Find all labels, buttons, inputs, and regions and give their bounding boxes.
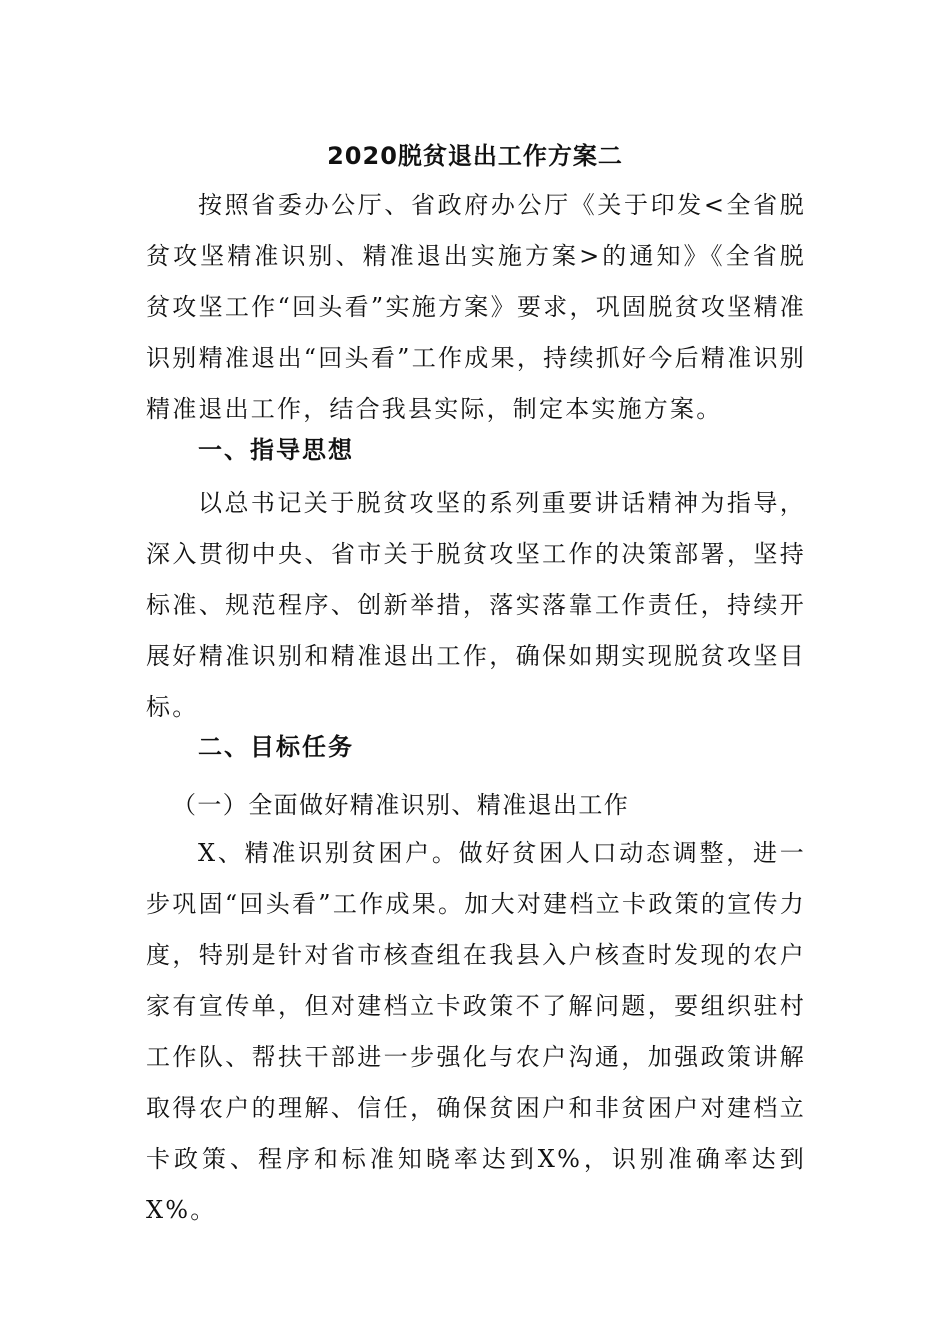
intro-paragraph: 按照省委办公厅、省政府办公厅《关于印发<全省脱贫攻坚精准识别、精准退出实施方案>的通知》《全省脱贫攻坚工作“回头看”实施方案》要求，巩固脱贫攻坚精准识别精准退出“回头看”工作成果，持续抓好今后精准识别精准退出工作，结合我县实际，制定本实施方案。: [146, 191, 806, 423]
subsection-heading-identification-exit: （一）全面做好精准识别、精准退出工作: [172, 791, 630, 819]
guiding-thought-paragraph: 以总书记关于脱贫攻坚的系列重要讲话精神为指导，深入贯彻中央、省市关于脱贫攻坚工作的决策部署，坚持标准、规范程序、创新举措，落实落靠工作责任，持续开展好精准识别和精准退出工作，确保如期实现脱贫攻坚目标。: [146, 489, 806, 721]
identification-paragraph: X、精准识别贫困户。做好贫困人口动态调整，进一步巩固“回头看”工作成果。加大对建档立卡政策的宣传力度，特别是针对省市核查组在我县入户核查时发现的农户家有宣传单，但对建档立卡政策不了解问题，要组织驻村工作队、帮扶干部进一步强化与农户沟通，加强政策讲解取得农户的理解、信任，确保贫困户和非贫困户对建档立卡政策、程序和标准知晓率达到X%，识别准确率达到X%。: [146, 839, 806, 1224]
section-heading-guiding-thought: 一、指导思想: [198, 436, 354, 464]
section-heading-goals-tasks: 二、目标任务: [198, 733, 354, 761]
document-title: 2020脱贫退出工作方案二: [327, 142, 623, 170]
